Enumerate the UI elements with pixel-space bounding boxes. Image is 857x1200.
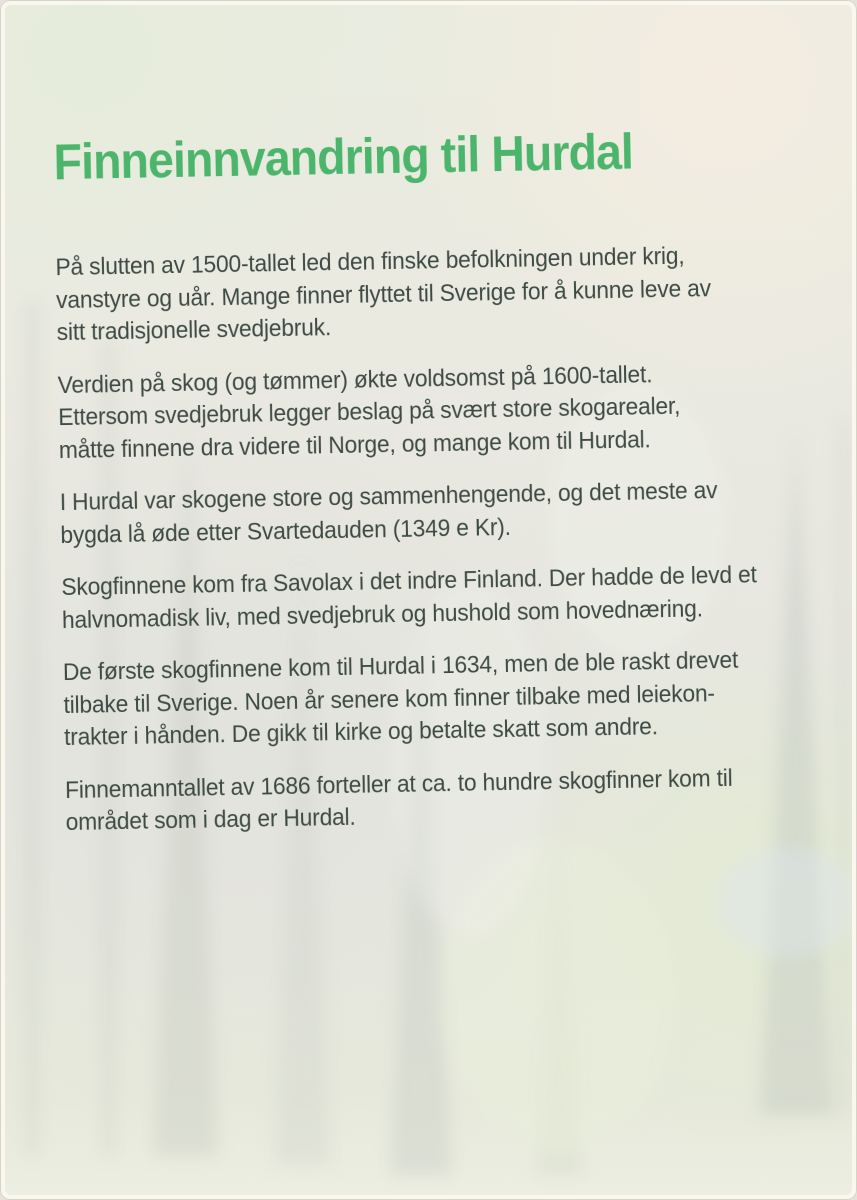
- paragraph-6: Finnemanntallet av 1686 forteller at ca. to hundre skogfinner kom til området som i dag er Hurdal.: [64, 764, 733, 837]
- information-sign: [5, 5, 852, 1195]
- paragraph-1: På slutten av 1500-tallet led den finske befolkningen under krig, vanstyre og uår. Mange finner flyttet til Sverige for å kunne leve av sitt tradisjonelle svedjebruk.: [55, 242, 712, 347]
- paragraph-2: Verdien på skog (og tømmer) økte voldsomst på 1600-tallet. Ettersom svedjebruk legger beslag på svært store skogarealer, måtte finnene dra videre til Norge, og mange kom til Hurdal.: [57, 360, 681, 464]
- sign-title: Finneinnvandring til Hurdal: [53, 123, 634, 191]
- paragraph-4: Skogfinnene kom fra Savolax i det indre Finland. Der hadde de levd et halvnomadisk liv, med svedjebruk og hushold som hovednæring.: [61, 561, 757, 634]
- paragraph-5: De første skogfinnene kom til Hurdal i 1634, men de ble raskt drevet tilbake til Sverige. Noen år senere kom finner tilbake med leiekon- trakter i hånden. De gikk til kirke og betalte skatt som andre.: [62, 646, 739, 752]
- sign-content: [53, 120, 846, 860]
- paragraph-3: I Hurdal var skogene store og sammenhengende, og det meste av bygda lå øde etter Svartedauden (1349 e Kr).: [59, 477, 718, 549]
